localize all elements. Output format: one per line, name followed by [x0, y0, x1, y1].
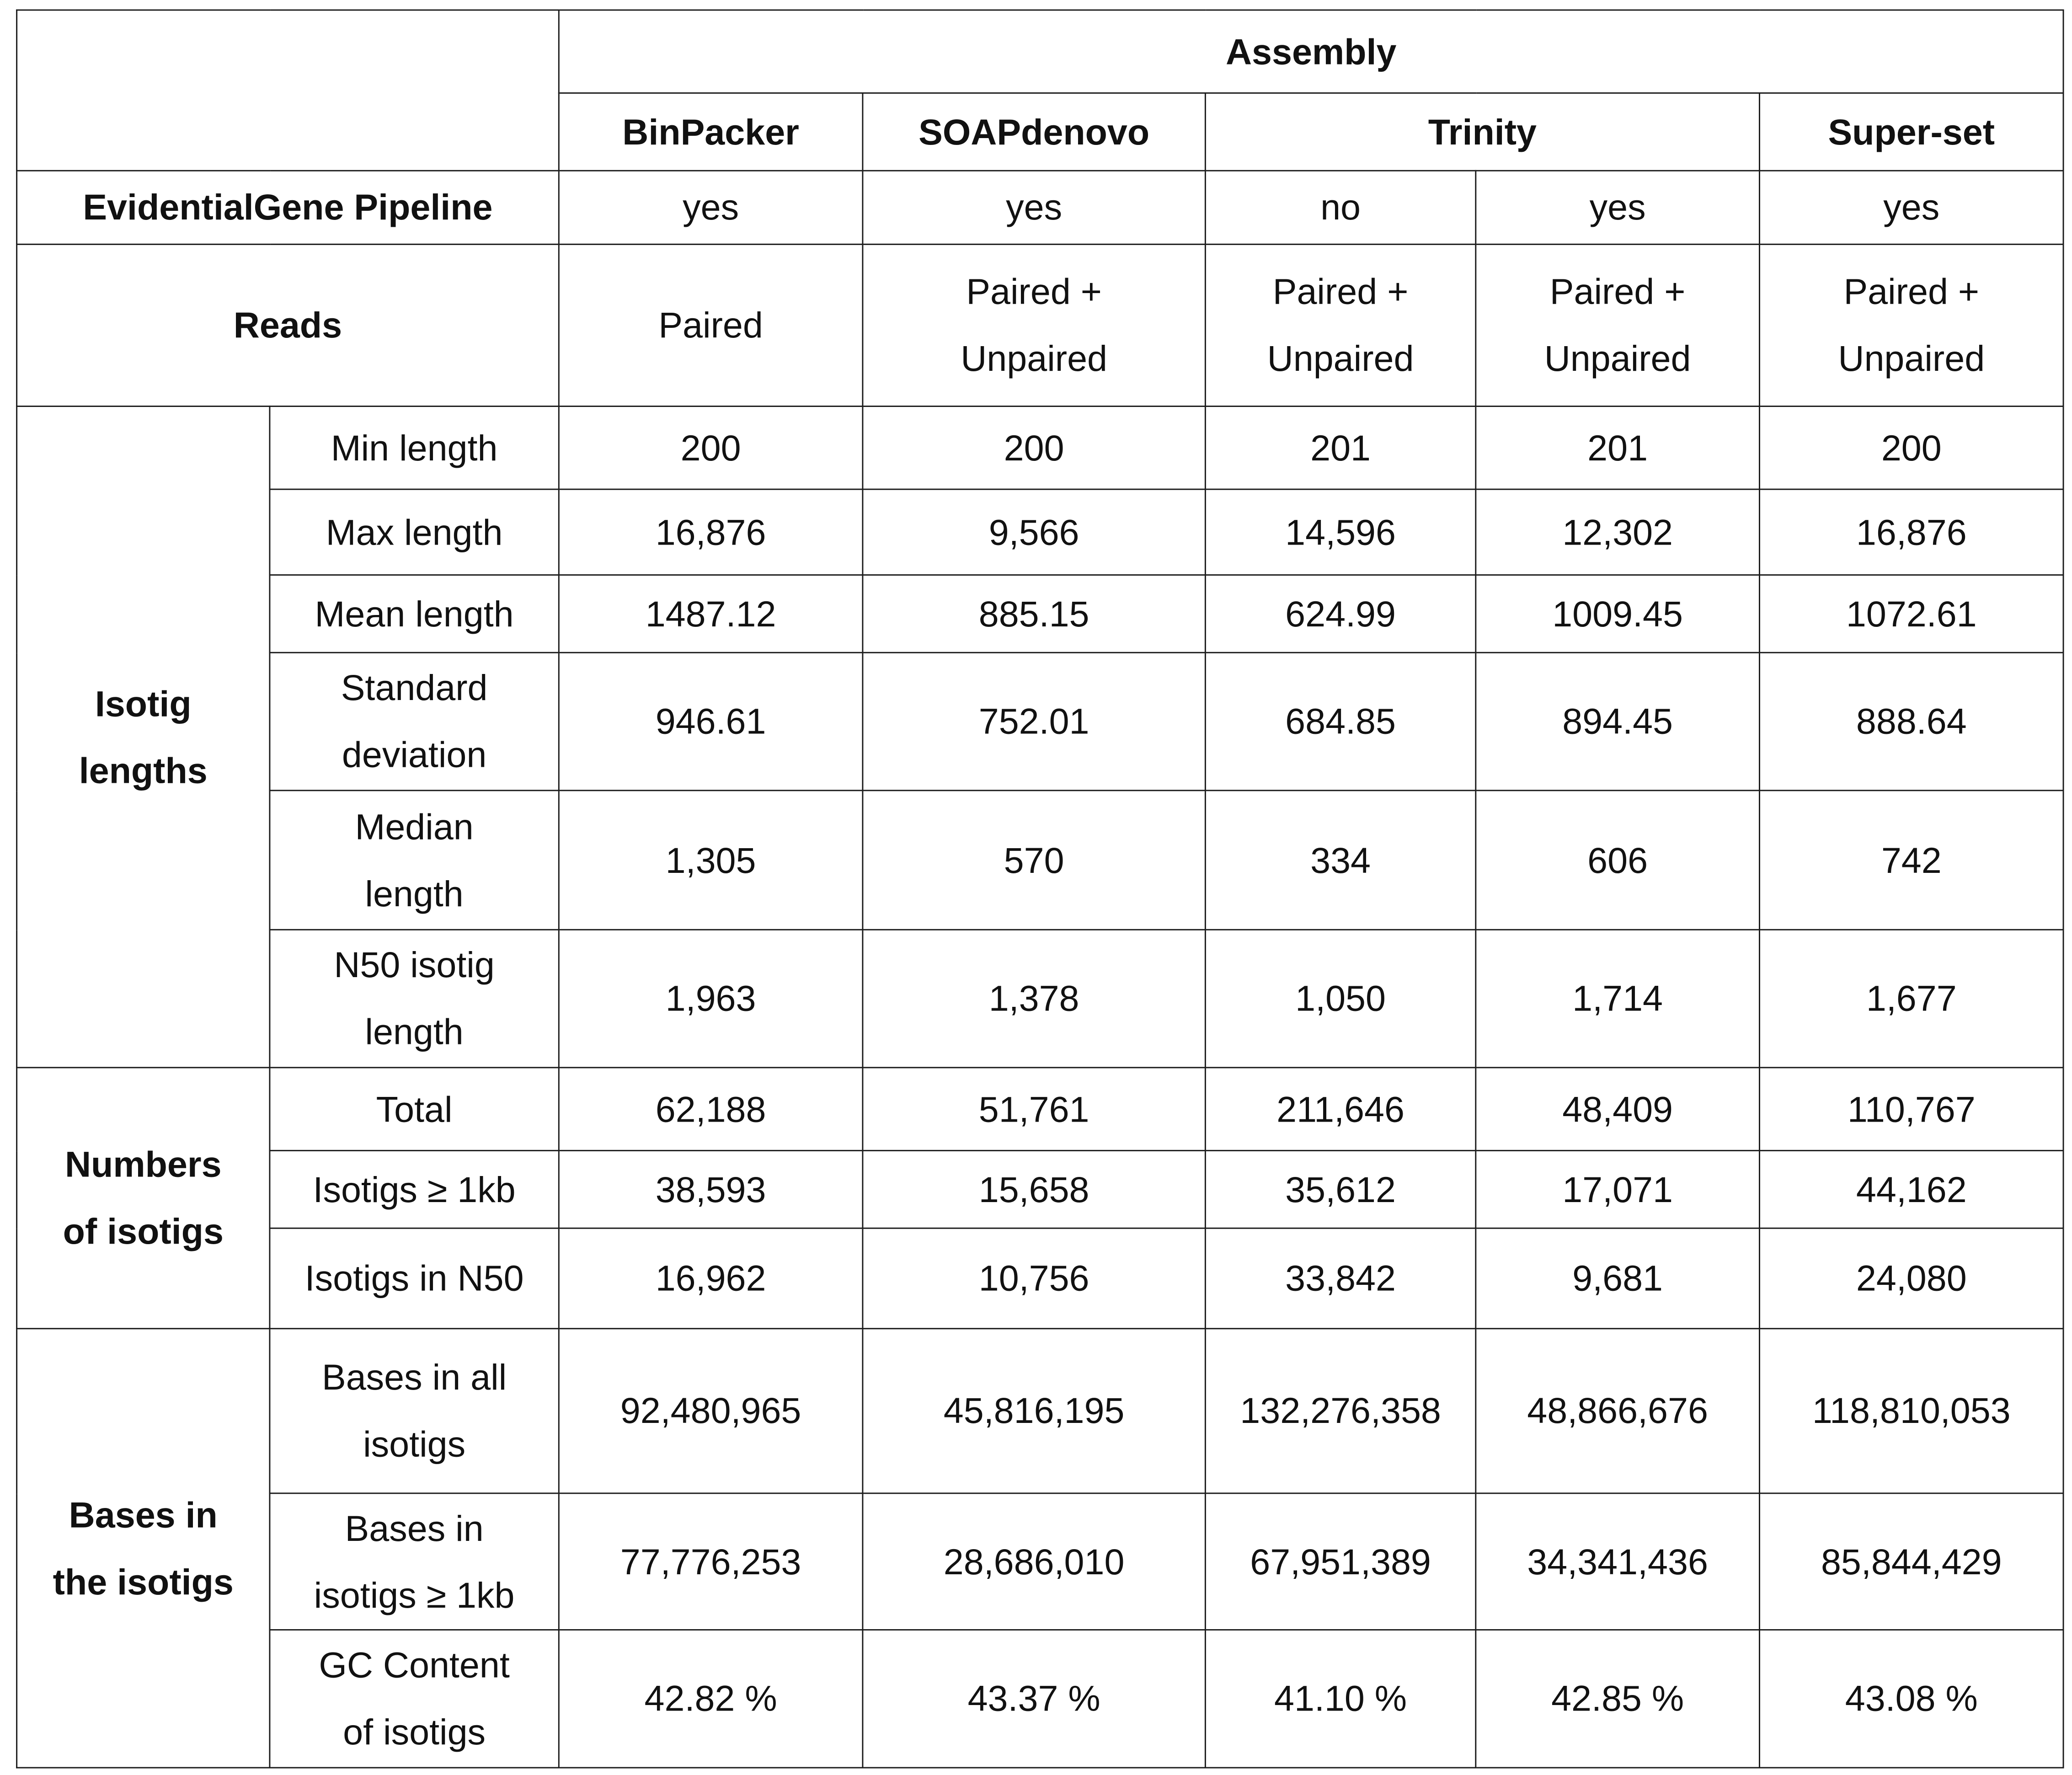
reads-value [1476, 244, 1760, 406]
metric-label-line-2: isotigs ≥ 1kb [314, 1575, 515, 1615]
metric-label [270, 489, 559, 575]
metric-label-line-1: Standard [341, 668, 488, 708]
metric-value: 45,816,195 [863, 1329, 1205, 1493]
metric-value: 1072.61 [1759, 575, 2063, 652]
metric-value: 200 [863, 406, 1205, 490]
metric-value: 1,714 [1476, 930, 1760, 1068]
metric-value: 28,686,010 [863, 1493, 1205, 1630]
metric-value: 1,677 [1759, 930, 2063, 1068]
metric-label-line-1: Total [376, 1089, 453, 1129]
assembler-header-binpacker: BinPacker [559, 93, 863, 171]
corner-cell [17, 10, 559, 171]
group-label-line-2: lengths [79, 750, 208, 791]
group-label-line-1: Numbers [64, 1144, 222, 1185]
metric-label [270, 406, 559, 490]
reads-label: Reads [17, 244, 559, 406]
metric-value: 38,593 [559, 1150, 863, 1228]
metric-value: 42.85 % [1476, 1630, 1760, 1768]
metric-value: 1009.45 [1476, 575, 1760, 652]
metric-value: 62,188 [559, 1068, 863, 1151]
reads-value-line-1: Paired + [966, 272, 1102, 312]
metric-value: 12,302 [1476, 489, 1760, 575]
metric-value: 16,876 [559, 489, 863, 575]
metric-label [270, 1329, 559, 1493]
metric-value: 1,305 [559, 791, 863, 930]
reads-value-line-2: Unpaired [1267, 338, 1414, 379]
metric-value: 570 [863, 791, 1205, 930]
metric-value: 624.99 [1205, 575, 1475, 652]
metric-value: 16,876 [1759, 489, 2063, 575]
metric-label-line-1: Max length [326, 512, 503, 552]
metric-label-line-2: of isotigs [343, 1712, 486, 1753]
metric-value: 888.64 [1759, 652, 2063, 791]
group-label [17, 1329, 270, 1768]
metric-value: 1487.12 [559, 575, 863, 652]
metric-value: 48,409 [1476, 1068, 1760, 1151]
metric-label [270, 1630, 559, 1768]
assembly-header: Assembly [559, 10, 2063, 93]
metric-value: 1,963 [559, 930, 863, 1068]
metric-label-line-1: GC Content [319, 1645, 510, 1685]
assembler-header-super-set: Super-set [1759, 93, 2063, 171]
metric-label [270, 1068, 559, 1151]
metric-label-line-1: Isotigs in N50 [304, 1258, 524, 1299]
metric-label [270, 791, 559, 930]
metric-value: 118,810,053 [1759, 1329, 2063, 1493]
metric-value: 41.10 % [1205, 1630, 1475, 1768]
metric-label [270, 652, 559, 791]
metric-label-line-1: Min length [331, 428, 498, 468]
reads-value-line-1: Paired + [1272, 272, 1409, 312]
reads-value-line-1: Paired + [1549, 272, 1686, 312]
pipeline-value: no [1205, 171, 1475, 244]
group-label-line-1: Isotig [95, 683, 192, 724]
group-label-line-2: of isotigs [63, 1211, 224, 1252]
metric-value: 684.85 [1205, 652, 1475, 791]
group-label-line-2: the isotigs [53, 1561, 234, 1602]
metric-value: 51,761 [863, 1068, 1205, 1151]
metric-value: 92,480,965 [559, 1329, 863, 1493]
group-label [17, 1068, 270, 1329]
pipeline-value: yes [559, 171, 863, 244]
metric-value: 24,080 [1759, 1228, 2063, 1329]
metric-value: 946.61 [559, 652, 863, 791]
metric-value: 9,681 [1476, 1228, 1760, 1329]
metric-value: 34,341,436 [1476, 1493, 1760, 1630]
reads-value-line-2: Unpaired [1544, 338, 1691, 379]
metric-label [270, 1493, 559, 1630]
metric-label-line-2: isotigs [363, 1424, 466, 1465]
group-label [17, 406, 270, 1068]
metric-value: 43.37 % [863, 1630, 1205, 1768]
metric-value: 16,962 [559, 1228, 863, 1329]
metric-label-line-1: N50 isotig [334, 945, 495, 985]
metric-value: 201 [1205, 406, 1475, 490]
assembler-header-soapdenovo: SOAPdenovo [863, 93, 1205, 171]
pipeline-value: yes [863, 171, 1205, 244]
reads-value-line-2: Unpaired [1838, 338, 1985, 379]
pipeline-value: yes [1759, 171, 2063, 244]
metric-label [270, 930, 559, 1068]
metric-value: 42.82 % [559, 1630, 863, 1768]
metric-value: 201 [1476, 406, 1760, 490]
metric-label [270, 1228, 559, 1329]
metric-label-line-1: Median [355, 806, 474, 847]
reads-value-line-1: Paired [658, 305, 763, 346]
metric-value: 43.08 % [1759, 1630, 2063, 1768]
reads-value-line-2: Unpaired [961, 338, 1108, 379]
reads-value-line-1: Paired + [1843, 272, 1980, 312]
metric-value: 15,658 [863, 1150, 1205, 1228]
pipeline-value: yes [1476, 171, 1760, 244]
metric-label-line-1: Isotigs ≥ 1kb [313, 1169, 516, 1210]
metric-value: 606 [1476, 791, 1760, 930]
metric-value: 752.01 [863, 652, 1205, 791]
metric-label [270, 1150, 559, 1228]
metric-value: 9,566 [863, 489, 1205, 575]
metric-value: 77,776,253 [559, 1493, 863, 1630]
reads-value [1205, 244, 1475, 406]
metric-value: 85,844,429 [1759, 1493, 2063, 1630]
metric-value: 742 [1759, 791, 2063, 930]
metric-value: 14,596 [1205, 489, 1475, 575]
metric-value: 33,842 [1205, 1228, 1475, 1329]
metric-label-line-1: Bases in [345, 1508, 484, 1548]
metric-value: 17,071 [1476, 1150, 1760, 1228]
metric-value: 132,276,358 [1205, 1329, 1475, 1493]
group-label-line-1: Bases in [69, 1494, 218, 1535]
metric-value: 44,162 [1759, 1150, 2063, 1228]
assembler-header-trinity: Trinity [1205, 93, 1759, 171]
metric-value: 1,378 [863, 930, 1205, 1068]
metric-value: 894.45 [1476, 652, 1760, 791]
metric-value: 110,767 [1759, 1068, 2063, 1151]
metric-value: 200 [1759, 406, 2063, 490]
metric-value: 885.15 [863, 575, 1205, 652]
metric-label-line-2: deviation [342, 735, 487, 775]
metric-label-line-2: length [365, 873, 464, 914]
reads-value [559, 244, 863, 406]
metric-value: 200 [559, 406, 863, 490]
pipeline-label: EvidentialGene Pipeline [17, 171, 559, 244]
metric-value: 35,612 [1205, 1150, 1475, 1228]
metric-value: 48,866,676 [1476, 1329, 1760, 1493]
metric-label-line-1: Mean length [315, 593, 514, 634]
metric-value: 1,050 [1205, 930, 1475, 1068]
reads-value [863, 244, 1205, 406]
metric-value: 67,951,389 [1205, 1493, 1475, 1630]
metric-value: 334 [1205, 791, 1475, 930]
metric-value: 10,756 [863, 1228, 1205, 1329]
assembly-statistics-table [16, 9, 2064, 1768]
metric-value: 211,646 [1205, 1068, 1475, 1151]
reads-value [1759, 244, 2063, 406]
metric-label-line-1: Bases in all [321, 1357, 507, 1398]
metric-label [270, 575, 559, 652]
metric-label-line-2: length [365, 1012, 464, 1053]
